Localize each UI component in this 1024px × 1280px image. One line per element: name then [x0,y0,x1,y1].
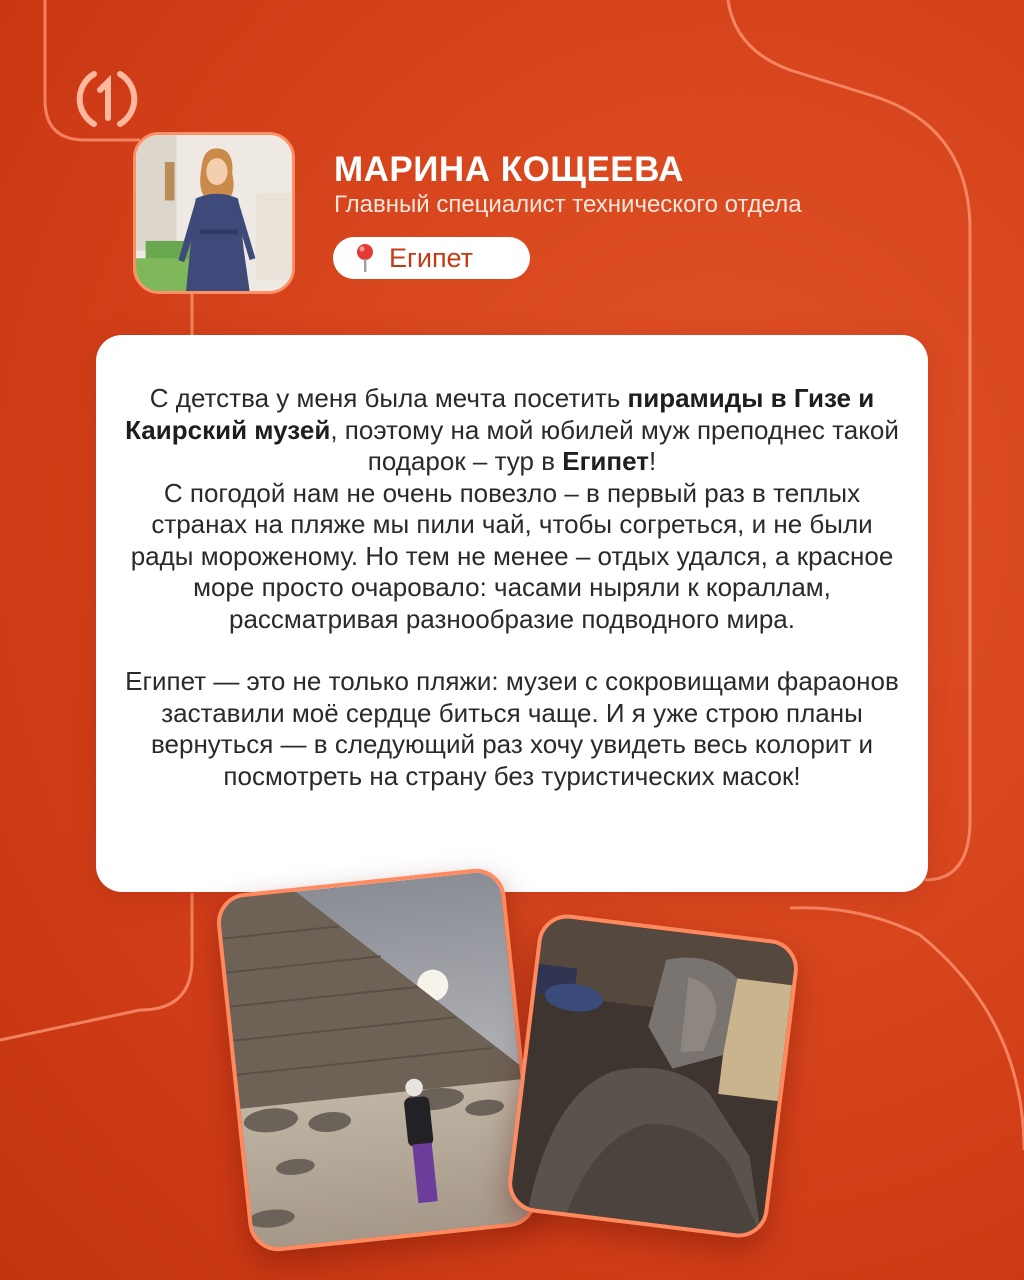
number-one-circle-logo [74,66,140,132]
story-card [96,335,928,892]
pyramid-photo [214,866,540,1254]
story-text: ! [648,446,657,476]
story-text: С детства у меня была мечта посетить [149,383,628,413]
portrait-image [136,135,292,291]
story-highlight: пирамиды в Гизе и Каирский музей [125,383,875,445]
story-paragraph-1 [124,383,900,635]
sphinx-statue-photo [505,911,802,1241]
story-paragraph-2: С погодой нам не очень повезло – в первый раз в теплых странах на пляже мы пили чай, чтобы согреться, и не были рады мороженому. Но тем не менее – отдых удался, а красное море просто очаровало: часами ныряли к кораллам, рассматривая разнообразие подводного мира. [130,477,894,634]
person-name: МАРИНА КОЩЕЕВА [334,150,684,189]
story-text: , поэтому на мой юбилей муж преподнес такой подарок – тур в [330,414,899,476]
avatar [133,132,295,294]
person-role: Главный специалист технического отдела [334,191,802,218]
location-badge [333,237,530,279]
map-pin-icon [355,243,375,273]
story-highlight: Египет [562,446,649,476]
story-paragraph-3: Египет — это не только пляжи: музеи с сокровищами фараонов заставили моё сердце биться чаще. И я уже строю планы вернуться — в следующий раз хочу увидеть весь колорит и посмотреть на страну без туристических масок! [125,666,899,791]
location-label: Египет [389,242,474,273]
